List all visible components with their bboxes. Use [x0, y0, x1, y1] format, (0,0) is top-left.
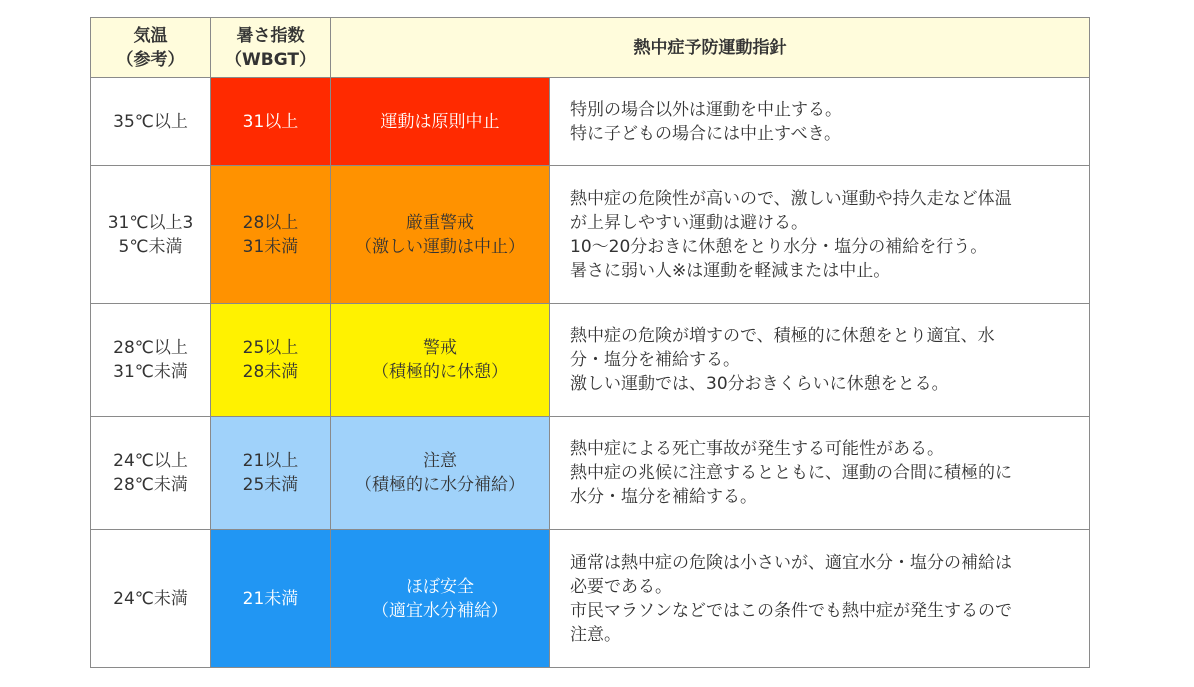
- level-text: 厳重警戒: [406, 212, 474, 233]
- guideline-text: 10～20分おきに休憩をとり水分・塩分の補給を行う。: [570, 236, 988, 257]
- guideline-text: 注意。: [570, 624, 621, 645]
- level-text: （適宜水分補給）: [372, 600, 508, 621]
- header-temp-line2: （参考）: [116, 49, 185, 70]
- wbgt-text: 21未満: [242, 588, 299, 609]
- wbgt-text: 31未満: [242, 236, 299, 257]
- table-row: [91, 304, 1090, 417]
- level-text: ほぼ安全: [406, 576, 474, 597]
- wbgt-cell: [211, 78, 331, 166]
- guideline-text: 激しい運動では、30分おきくらいに休憩をとる。: [570, 374, 949, 394]
- table-row: [91, 78, 1090, 166]
- level-text: 警戒: [423, 338, 457, 358]
- wbgt-text: 28以上: [242, 212, 299, 233]
- temperature-cell: [91, 304, 211, 417]
- level-text: （積極的に水分補給）: [355, 475, 525, 495]
- level-text: （激しい運動は中止）: [355, 236, 525, 257]
- guideline-text: 特別の場合以外は運動を中止する。: [570, 99, 842, 120]
- temperature-cell: [91, 417, 211, 530]
- temperature-text: 31℃以上3: [107, 212, 194, 233]
- wbgt-cell: [211, 166, 331, 304]
- wbgt-cell: [211, 530, 331, 668]
- wbgt-cell: [211, 304, 331, 417]
- guideline-text: 水分・塩分を補給する。: [570, 487, 757, 507]
- table-row: [91, 166, 1090, 304]
- temperature-text: 35℃以上: [113, 111, 188, 132]
- level-cell: [331, 304, 550, 417]
- wbgt-text: 25以上: [242, 338, 299, 358]
- guideline-cell: [550, 78, 1090, 166]
- temperature-text: 28℃以上: [113, 338, 188, 358]
- table-row: [91, 417, 1090, 530]
- guideline-text: 通常は熱中症の危険は小さいが、適宜水分・塩分の補給は: [570, 552, 1012, 573]
- guideline-text: 暑さに弱い人※は運動を軽減または中止。: [570, 260, 891, 281]
- guideline-cell: [550, 166, 1090, 304]
- temperature-cell: [91, 78, 211, 166]
- wbgt-text: 28未満: [242, 362, 299, 382]
- level-text: 注意: [423, 451, 457, 471]
- level-cell: [331, 417, 550, 530]
- table-header-row: [91, 18, 1090, 78]
- header-wbgt: [211, 18, 331, 78]
- guideline-text: 熱中症による死亡事故が発生する可能性がある。: [570, 439, 944, 459]
- guideline-text: 特に子どもの場合には中止すべき。: [570, 123, 841, 144]
- table-row: [91, 530, 1090, 668]
- guideline-text: 熱中症の兆候に注意するとともに、運動の合間に積極的に: [570, 463, 1012, 483]
- guideline-text: 市民マラソンなどではこの条件でも熱中症が発生するので: [570, 600, 1012, 621]
- header-temp-line1: 気温: [133, 25, 168, 46]
- temperature-text: 24℃以上: [113, 451, 188, 471]
- guideline-cell: [550, 304, 1090, 417]
- wbgt-cell: [211, 417, 331, 530]
- header-wbgt-line1: 暑さ指数: [236, 25, 305, 46]
- wbgt-text: 31以上: [242, 111, 299, 132]
- header-wbgt-line2: （WBGT）: [225, 49, 316, 70]
- level-text: 運動は原則中止: [380, 111, 500, 132]
- temperature-text: 28℃未満: [113, 475, 188, 495]
- header-temperature: [91, 18, 211, 78]
- wbgt-text: 21以上: [242, 451, 299, 471]
- temperature-cell: [91, 166, 211, 304]
- guideline-text: 熱中症の危険性が高いので、激しい運動や持久走など体温: [570, 188, 1012, 209]
- wbgt-text: 25未満: [242, 475, 299, 495]
- guideline-text: 熱中症の危険が増すので、積極的に休憩をとり適宜、水: [570, 326, 995, 346]
- guideline-text: 必要である。: [570, 576, 672, 597]
- guideline-text: 分・塩分を補給する。: [570, 350, 740, 370]
- guideline-cell: [550, 417, 1090, 530]
- temperature-cell: [91, 530, 211, 668]
- level-cell: [331, 166, 550, 304]
- level-text: （積極的に休憩）: [372, 362, 508, 382]
- guideline-cell: [550, 530, 1090, 668]
- level-cell: [331, 78, 550, 166]
- temperature-text: 31℃未満: [113, 362, 188, 382]
- temperature-text: 24℃未満: [113, 588, 188, 609]
- guideline-text: が上昇しやすい運動は避ける。: [570, 212, 808, 233]
- temperature-text: 5℃未満: [118, 236, 183, 257]
- level-cell: [331, 530, 550, 668]
- heat-index-table: [90, 17, 1090, 668]
- header-guideline: 熱中症予防運動指針: [331, 18, 1090, 78]
